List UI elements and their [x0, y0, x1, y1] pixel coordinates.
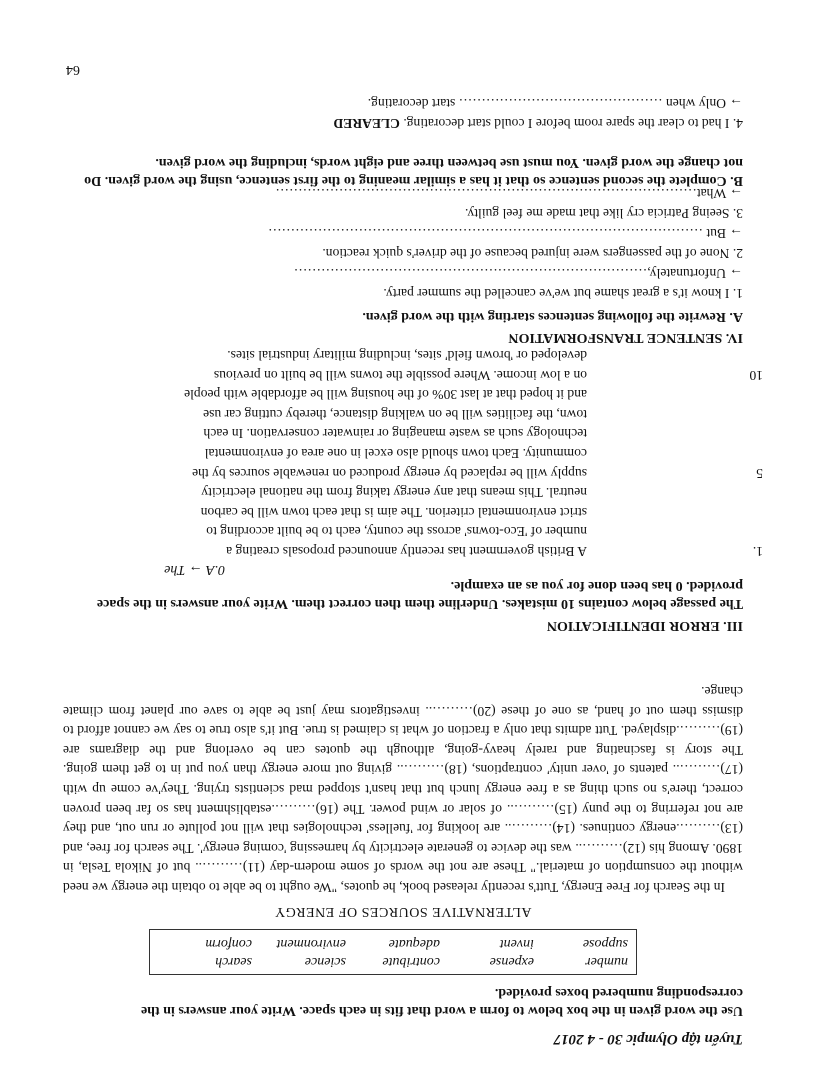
passage-line: on a low income. Where possible the towns will be built on previous	[213, 367, 587, 383]
answer-line-1: → Unfortunately,……………………………………………………………………	[293, 266, 743, 281]
passage-line: supply will be replaced by energy produced on renewable sources by the	[192, 465, 587, 481]
question-3: 3. Seeing Patricia cry like that made me feel guilty.	[464, 206, 743, 221]
word-formation-instruction: Use the word given in the box below to form a word that fits in each space. Write your answers in the corresponding numbered boxes provided.	[141, 985, 743, 1018]
answer-line-4: → Only when ……………………………………… start decorating.	[367, 96, 743, 111]
word-box-row	[158, 934, 628, 952]
word-formation-passage: In the Search for Free Energy, Tutt's recently released book, he quotes, "We ought to be able to obtain the energy we need without the consumption of material." These are not the words of some modern-day (11)……….. but of Nikola Tesla, in 1890. Among his (12)……….. was the device to generate electricity by harnessing 'coming energy'. The search for free, and (13)……….energy continues. (14)……….. are looking for 'fuelless' technologies that will not pollute or run out, and they are not referring to the puny (15)……….. of solar or wind power. The (16)……….establishment has so far been proven correct, there's no such thing as a free energy lunch but that hasn't stopped mad scientists trying. They've come up with (17)……….. patents of 'over unity' contraptions, (18)……….. giving out more energy than you put in to get them going. The story is fascinating and rarely heavy-going, although the quotes can be overlong and the diagrams are (19)……….displayed. Tutt admits that only a fraction of what is claimed is true. But it's also true to say we cannot afford to dismiss them out of hand, as one of these (20)……….. investigators may just be able to save our planet from climate change.	[63, 684, 743, 895]
error-passage	[61, 345, 587, 561]
word-box-item: suppose	[582, 936, 628, 951]
word-box-row	[158, 952, 628, 970]
word-box-item: adequate	[388, 936, 440, 951]
part-a-instruction: A. Rewrite the following sentences starting with the word given.	[362, 309, 743, 324]
example-answer: 0.A → The	[164, 562, 225, 577]
passage-line: neutral. This means that any energy taking from the national electricity	[201, 485, 587, 501]
line-number: 1.	[752, 544, 763, 559]
answer-line-2: → But ……………………………………………………………………………………	[267, 226, 743, 241]
word-box-item: conform	[205, 936, 252, 951]
word-box-item: search	[215, 954, 252, 969]
word-box-item: expense	[489, 954, 534, 969]
passage-line: A British government has recently announced proposals creating a	[226, 544, 587, 559]
part-b-instruction: B. Complete the second sentence so that it has a similar meaning to the first sentence, using the word given. Do not change the word given. You must use between three and eight words, including the word given.	[84, 155, 743, 188]
word-box-item: number	[585, 954, 628, 969]
line-number: 5	[756, 466, 763, 481]
passage-title: ALTERNATIVE SOURCES OF ENERGY	[274, 904, 532, 919]
passage-line: developed or 'brown field' sites, including military industrial sites.	[227, 348, 587, 364]
word-box-item: science	[304, 954, 346, 969]
question-4-text: 4. I had to clear the spare room before I could start decorating.	[403, 116, 743, 131]
line-number: 10	[749, 368, 763, 383]
passage-line: community. Each town should also excel in one area of environmental	[204, 446, 587, 462]
passage-line: technology such as waste managing or rainwater conservation. In each	[203, 426, 587, 442]
passage-line: number of 'Eco-towns' across the county, each to be built according to	[206, 524, 587, 540]
word-box-item: invent	[499, 936, 534, 951]
passage-line: strict environmental criterion. The aim is that each town will be carbon	[200, 504, 587, 520]
page-header: Tuyển tập Olympic 30 - 4 2017	[553, 1031, 743, 1047]
section-title-error-identification: III. ERROR IDENTIFICATION	[546, 618, 743, 633]
section-title-sentence-transformation: IV. SENTENCE TRANSFORMATION	[508, 330, 743, 345]
passage-line: and it hoped that at last 30% of the housing will be affordable with people	[184, 387, 587, 403]
word-box-item: contribute	[382, 954, 440, 969]
key-word: CLEARED	[333, 116, 400, 131]
word-box-item: environment	[276, 936, 346, 951]
question-1: 1. I know it's a great shame but we've cancelled the summer party.	[383, 286, 743, 301]
question-2: 2. None of the passengers were injured because of the driver's quick reaction.	[322, 246, 743, 261]
passage-line: town, the facilities will be on walking distance, thereby cutting car use	[203, 406, 587, 422]
answer-line-3: → What…………………………………………………………………………………	[275, 186, 743, 201]
page-number: 64	[66, 62, 80, 77]
question-4	[333, 115, 743, 131]
error-identification-instruction: The passage below contains 10 mistakes. Underline them then correct them. Write your answers in the space provided. 0 has been done for you as an example.	[96, 578, 743, 611]
word-box	[149, 929, 637, 975]
